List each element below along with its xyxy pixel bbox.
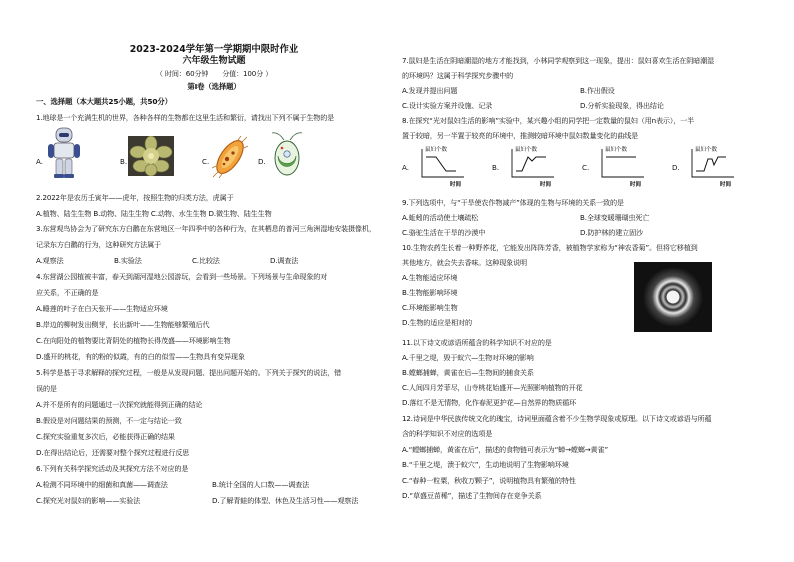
q1-option-d-letter: D. [258,157,266,166]
q11-option-d: D.落红不是无情物，化作春泥更护花—自然界的物质循环 [402,398,577,407]
q6-option-b: B.统计全国的人口数——调查法 [212,480,310,489]
q9-option-b: B.全球变暖珊瑚虫死亡 [580,213,650,222]
q11-option-a: A.千里之堤，毁于蚁穴—生物对环境的影响 [402,353,534,362]
population-curve [426,157,456,171]
q12-option-d: D.“草盛豆苗稀”，描述了生物间存在竞争关系 [402,491,542,500]
question-9: 9.下列选项中，与“干旱使农作物减产”体现的生物与环境的关系一致的是 [402,198,624,207]
q9-options-row-2 [402,228,643,237]
question-1: 1.地球是一个充满生机的世界，各种各样的生物都在这里生活和繁衍，请找出下列不属于生物的是 [36,113,335,122]
chart-x-label: 时间 [450,182,462,188]
q9-option-d: D.防护林的建立固沙 [580,228,643,237]
chlamydomonas-image [270,130,304,180]
chart-x-label: 时间 [540,182,552,188]
q11-option-b: B.螳螂捕蝉，黄雀在后—生物间的捕食关系 [402,368,534,377]
population-curve [516,157,546,171]
question-5: 5.科学是基于寻求解释的探究过程，一般是从发现问题、提出问题开始的。下列关于探究的说法，错 [36,368,342,377]
flower-photo [634,262,712,332]
question-3-cont: 记录东方白鹳的行为，这种研究方法属于 [36,240,161,249]
q9-option-a: A.蚯蚓的活动使土壤疏松 [402,213,479,222]
chart-x-label: 时间 [630,182,642,188]
question-12: 12.诗词是中华民族传统文化的瑰宝，诗词里面蕴含着不少生物学现象或原理。以下诗文或谚语与所蕴 [402,414,712,423]
question-2-options: A.植物、陆生生物 B.动物、陆生生物 C.动物、水生生物 D.微生物、陆生生物 [36,209,272,218]
robot-image [44,126,84,180]
question-12-cont: 含的科学知识不对应的选项是 [402,429,493,438]
q10-option-a: A.生物能适应环境 [402,273,458,282]
q4-option-c: C.在向阳处的植物要比背阴处的植物长得茂盛——环境影响生物 [36,336,231,345]
q8-chart-letter: B. [492,163,500,172]
q4-option-b: B.岸边的柳树发出侧芽，长出新叶——生物能够繁殖后代 [36,320,210,329]
question-5-cont: 误的是 [36,384,57,393]
q9-options-row-1 [402,213,649,222]
question-2: 2.2022年是农历壬寅年——虎年，按照生物的归类方法，虎属于 [36,193,234,202]
q7-options-row-2 [402,101,664,110]
q6-options-row-1 [36,480,309,489]
q5-option-d: D.在得出结论后，还需要对整个探究过程进行反思 [36,448,190,457]
succulent-plant-image [128,136,174,176]
q8-chart-letter: D. [672,163,680,172]
question-4-cont: 应关系，不正确的是 [36,288,99,297]
chart-axes [602,149,644,177]
q6-option-a: A.检测不同环境中的细菌和真菌——调查法 [36,480,168,489]
q3-option-c: C.比较法 [192,256,220,265]
q4-option-d: D.盛开的桃花，有的粉的似霞，有的白的似雪——生物具有变异现象 [36,352,245,361]
q3-option-a: A.观察法 [36,256,64,265]
q7-options-row-1 [402,86,615,95]
exam-subtitle: 六年级生物试题 [182,56,246,66]
q10-option-b: B.生物能影响环境 [402,288,458,297]
q11-option-c: C.人间四月芳菲尽，山寺桃花始盛开—光照影响植物的开花 [402,383,583,392]
q8-chart-letter: C. [582,163,590,172]
q3-option-d: D.调查法 [270,256,299,265]
question-7-cont: 的环境吗？这属于科学探究步骤中的 [402,71,514,80]
q8-chart-letter: A. [402,163,409,172]
question-10: 10.生物农药生长着一种野荞花，它能发出阵阵芳香，被植物学家称为“神农香菊”。但将它移植到 [402,243,698,252]
q8-curve-chart [502,145,564,189]
q8-curve-chart [412,145,474,189]
q6-option-d: D.了解青蛙的体型、休色及生活习性——观察法 [212,496,359,505]
q1-option-c-letter: C. [202,157,210,166]
question-11: 11.以下诗文或谚语所蕴含的科学知识不对应的是 [402,338,552,347]
chart-y-label: 鼠妇个数 [425,147,448,153]
chart-x-label: 时间 [720,182,732,188]
q9-option-c: C.骆驼生活在干旱的沙漠中 [402,228,486,237]
question-7: 7.鼠妇是生活在阴暗潮湿的地方才能找到，小林同学观察到这一现象，提出：鼠妇喜欢生活在阴暗潮湿 [402,56,714,65]
question-10-cont: 其他地方，就会失去香味。这种现象说明 [402,258,527,267]
q5-option-a: A.并不是所有的问题通过一次探究就能得到正确的结论 [36,400,203,409]
chart-y-label: 鼠妇个数 [695,147,718,153]
q7-option-a: A.发现并提出问题 [402,86,458,95]
q10-option-c: C.环境能影响生物 [402,303,458,312]
q5-option-c: C.探究实验重复多次后，必能获得正确的结果 [36,432,175,441]
q12-option-c: C.“春种一粒粟，秋收万颗子”，说明植物具有繁殖的特性 [402,476,576,485]
population-curve [696,157,726,171]
bacterium-image [212,136,248,178]
question-3-options [36,256,348,265]
section-title: 一、选择题（本大题共25小题，共50分） [36,97,172,106]
q12-option-b: B.“千里之堤，溃于蚁穴”，生动地说明了生物影响环境 [402,460,569,469]
question-3: 3.东营观鸟协会为了研究东方白鹳在东营地区一年四季中的各种行为，在其栖息的普河三角洲湿地安装摄像机， [36,224,376,233]
chart-y-label: 鼠妇个数 [605,147,628,153]
chart-axes [422,149,464,177]
question-6: 6.下列有关科学探究活动及其探究方法不对应的是 [36,464,189,473]
q6-options-row-2 [36,496,358,505]
q6-option-c: C.探究光对鼠妇的影响——实验法 [36,496,141,505]
q12-option-a: A.“螳螂捕蝉，黄雀在后”，描述的食物链可表示为“蝉→螳螂→黄雀” [402,445,608,454]
part-title: 第Ⅰ卷（选择题） [187,82,241,91]
q10-option-d: D.生物的适应是相对的 [402,318,472,327]
exam-meta: （ 时间：60分钟 分值：100分 ） [155,69,273,78]
q1-option-b-letter: B. [120,157,128,166]
q5-option-b: B.假设是对问题结果的预测，不一定与结论一致 [36,416,182,425]
q7-option-d: D.分析实验现象，得出结论 [580,101,664,110]
q4-option-a: A.睡莲的叶子在白天张开——生物适应环境 [36,304,168,313]
q7-option-b: B.作出假设 [580,86,615,95]
q3-option-b: B.实验法 [114,256,142,265]
q8-curve-chart [592,145,654,189]
q7-option-c: C.设计实验方案并设施、记录 [402,101,493,110]
chart-axes [512,149,554,177]
question-8-cont: 置于较暗，另一半置于较亮的环境中，推测较暗环境中鼠妇数量变化的曲线是 [402,131,639,140]
question-4: 4.东营湖公园植被丰富，春天到湖河湿地公园游玩，会看到一些场景。下列场景与生命现象的对 [36,272,328,281]
exam-title: 2023-2024学年第一学期期中限时作业 [129,44,299,55]
question-8: 8.在探究“光对鼠妇生活的影响”实验中，某兴趣小组的同学把一定数量的鼠妇（用n表示），一半 [402,116,695,125]
q8-curve-chart [682,145,744,189]
q1-option-a-letter: A. [36,157,43,166]
chart-y-label: 鼠妇个数 [515,147,538,153]
